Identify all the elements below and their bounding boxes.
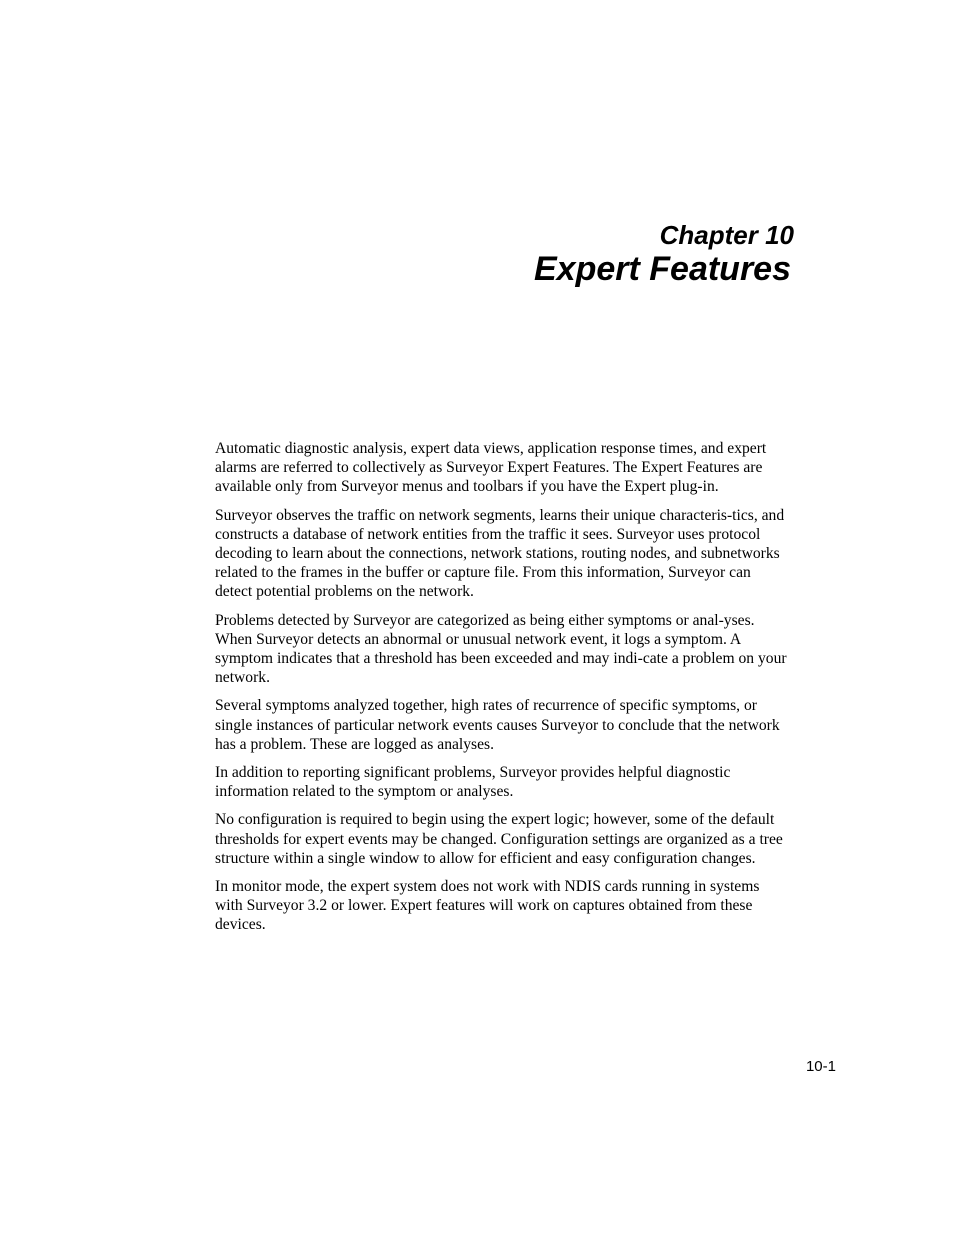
paragraph-symptoms-analyses: Problems detected by Surveyor are categorized as being either symptoms or anal-yses. When Surveyor detects an abnormal or unusual network event, it logs a symptom. A symptom indicates that a threshold has been exceeded and may indi-cate a problem on your network.: [215, 611, 787, 687]
paragraph-diagnostic-information: In addition to reporting significant problems, Surveyor provides helpful diagnostic information related to the symptom or analyses.: [215, 764, 731, 801]
paragraph-monitor-mode: In monitor mode, the expert system does not work with NDIS cards running in systems with Surveyor 3.2 or lower. Expert features will work on captures obtained from these devices.: [215, 878, 760, 934]
chapter-title: Expert Features: [534, 250, 791, 288]
page-number: 10-1: [805, 1058, 836, 1075]
paragraph-traffic-observation: Surveyor observes the traffic on network segments, learns their unique characteris-tics, and constructs a database of network entities from the traffic it sees. Surveyor uses protocol decoding to learn about the connections, network stations, routing nodes, and subnetworks related to the frames in the buffer or capture file. From this information, Surveyor can detect potential problems on the network.: [215, 506, 785, 601]
paragraph-configuration: No configuration is required to begin using the expert logic; however, some of the default thresholds for expert events may be changed. Configuration settings are organized as a tree structure within a single window to allow for efficient and easy configuration changes.: [215, 811, 783, 867]
chapter-number: Chapter 10: [659, 220, 794, 250]
paragraph-expert-features-overview: Automatic diagnostic analysis, expert data views, application response times, and expert alarms are referred to collectively as Surveyor Expert Features. The Expert Features are available only from Surveyor menus and toolbars if you have the Expert plug-in.: [215, 440, 767, 496]
chapter-intro-body: [215, 439, 791, 944]
paragraph-analyses-definition: Several symptoms analyzed together, high rates of recurrence of specific symptoms, or single instances of particular network events causes Surveyor to conclude that the network has a problem. These are logged as analyses.: [215, 697, 780, 753]
